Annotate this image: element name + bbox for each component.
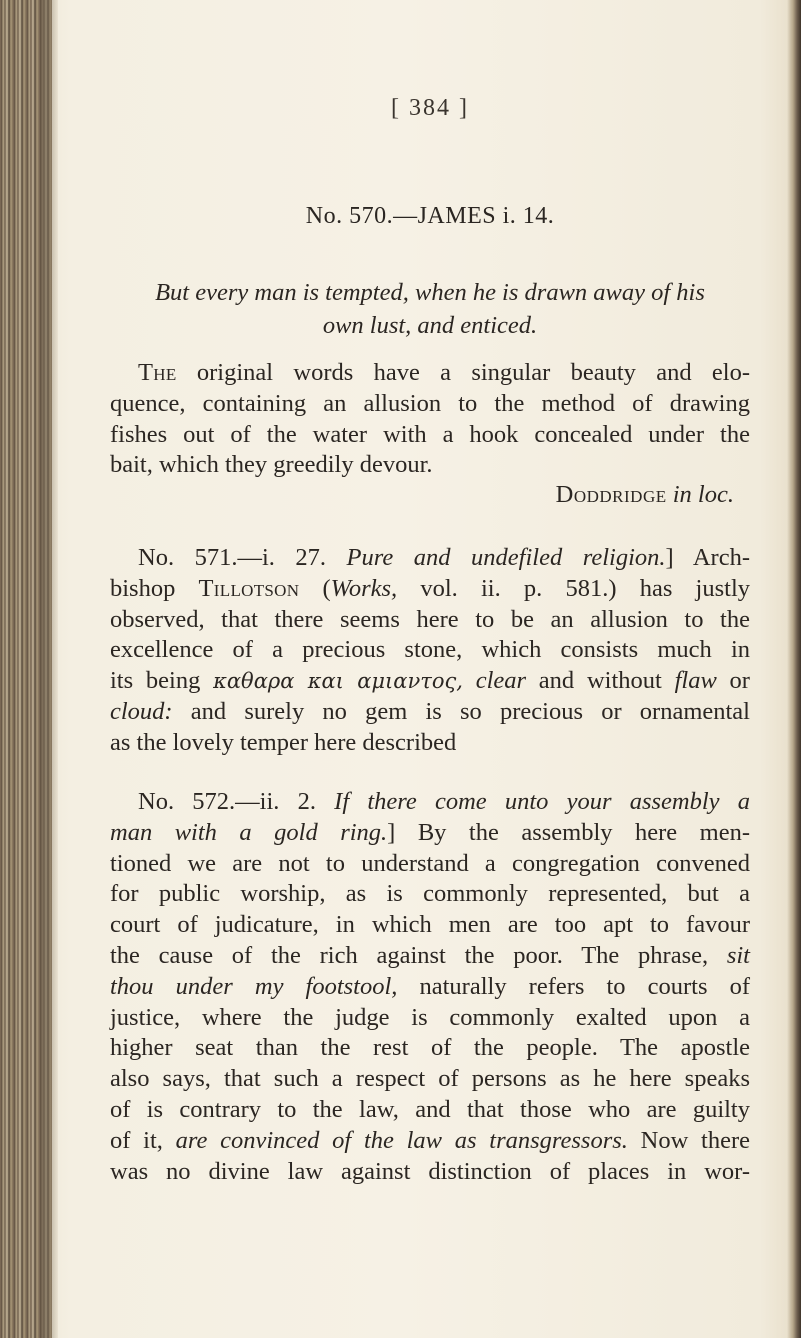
commentary-571: [110, 543, 750, 759]
commentary-line: was no divine law against distinction of places in wor-: [110, 1157, 750, 1185]
commentary-line: of it, are convinced of the law as transgressors. Now there: [110, 1126, 750, 1154]
commentary-572: [110, 787, 750, 1187]
commentary-line: quence, containing an allusion to the method of drawing: [110, 389, 750, 417]
commentary-line: excellence of a precious stone, which consists much in: [110, 636, 750, 664]
commentary-line: bishop Tillotson (Works, vol. ii. p. 581.) has justly: [110, 574, 750, 602]
commentary-line: fishes out of the water with a hook concealed under the: [110, 420, 750, 448]
commentary-line: its being καθαρα και αμιαντος, clear and without flaw or: [110, 667, 750, 695]
attribution-570: [110, 481, 734, 509]
section-heading-570: No. 570.—JAMES i. 14.: [305, 203, 555, 229]
commentary-line: tioned we are not to understand a congregation convened: [110, 849, 750, 877]
commentary-line: higher seat than the rest of the people. The apostle: [110, 1034, 750, 1062]
verse-line-2: own lust, and enticed.: [322, 312, 538, 339]
commentary-line: the cause of the rich against the poor. The phrase, sit: [110, 941, 750, 969]
first-word: The: [138, 359, 177, 386]
page-right-edge: [787, 0, 801, 1338]
commentary-line: also says, that such a respect of persons as he here speaks: [110, 1065, 750, 1093]
commentary-line: of is contrary to the law, and that those who are guilty: [110, 1095, 750, 1123]
book-binding-gutter: [0, 0, 52, 1338]
cited-author: Tillotson: [198, 574, 300, 602]
commentary-line: bait, which they greedily devour.: [110, 451, 433, 479]
greek-phrase: καθαρα και αμιαντος,: [213, 669, 463, 694]
commentary-line: as the lovely temper here described: [110, 728, 457, 756]
commentary-line: man with a gold ring.] By the assembly here men-: [110, 818, 751, 846]
commentary-line: for public worship, as is commonly represented, but a: [110, 880, 750, 908]
attribution-location: in loc.: [672, 481, 734, 508]
commentary-line: court of judicature, in which men are too apt to favour: [110, 911, 750, 939]
commentary-line: thou under my footstool, naturally refers to courts of: [110, 972, 750, 1000]
commentary-line: The original words have a singular beauty and elo-: [138, 359, 750, 386]
verse-quote-570: [110, 276, 750, 342]
verse-line-1: But every man is tempted, when he is drawn away of his: [155, 279, 705, 306]
commentary-line: justice, where the judge is commonly exalted upon a: [110, 1003, 750, 1031]
commentary-570: [110, 358, 750, 481]
commentary-line: No. 571.—i. 27. Pure and undefiled religion.] Arch-: [138, 544, 750, 571]
page-number: [ 384 ]: [391, 95, 469, 121]
commentary-line: cloud: and surely no gem is so precious or ornamental: [110, 697, 750, 725]
commentary-line: No. 572.—ii. 2. If there come unto your assembly a: [138, 788, 751, 815]
attribution-author: Doddridge: [555, 481, 667, 508]
commentary-line: observed, that there seems here to be an allusion to the: [110, 605, 750, 633]
